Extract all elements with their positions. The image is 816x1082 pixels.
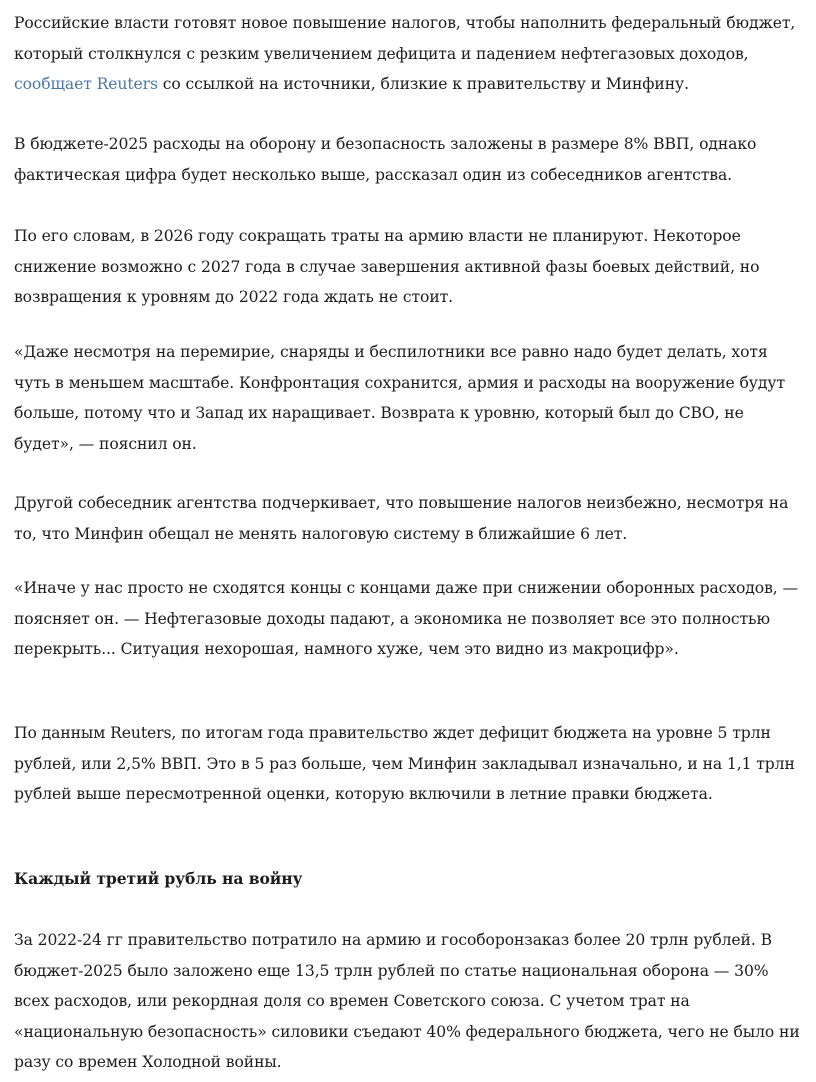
paragraph-intro-text-1: Российские власти готовят новое повышение налогов, чтобы наполнить федеральный бюджет, который столкнулся с резким увеличением дефицита и падением нефтегазовых доходов, bbox=[14, 14, 796, 63]
paragraph-military-spending-history: За 2022-24 гг правительство потратило на армию и гособоронзаказ более 20 трлн рублей. В бюджет-2025 было заложено еще 13,5 трлн рублей по статье национальная оборона — 30% всех расходов, или рекордная доля со времен Советского союза. С учетом трат на «национальную безопасность» силовики съедают 40% федерального бюджета, чего не было ни разу со времен Холодной войны. bbox=[14, 931, 800, 1071]
paragraph-deficit-forecast: По данным Reuters, по итогам года правительство ждет дефицит бюджета на уровне 5 трлн рублей, или 2,5% ВВП. Это в 5 раз больше, чем Минфин закладывал изначально, и на 1,1 трлн рублей выше пересмотренной оценки, которую включили в летние правки бюджета. bbox=[14, 724, 795, 803]
reuters-source-link[interactable]: сообщает Reuters bbox=[14, 75, 158, 93]
section-heading: Каждый третий рубль на войну bbox=[14, 869, 303, 888]
paragraph-intro-text-2: со ссылкой на источники, близкие к правительству и Минфину. bbox=[157, 75, 689, 93]
quote-budget-gap: «Иначе у нас просто не сходятся концы с концами даже при снижении оборонных расходов, — поясняет он. — Нефтегазовые доходы падают, а экономика не позволяет все это полностью перекрыть... Ситуация нехорошая, намного хуже, чем это видно из макроцифр». bbox=[14, 579, 798, 658]
paragraph-tax-increase: Другой собеседник агентства подчеркивает, что повышение налогов неизбежно, несмотря на то, что Минфин обещал не менять налоговую систему в ближайшие 6 лет. bbox=[14, 494, 789, 543]
paragraph-intro bbox=[14, 8, 804, 100]
quote-ceasefire: «Даже несмотря на перемирие, снаряды и беспилотники все равно надо будет делать, хотя чуть в меньшем масштабе. Конфронтация сохранится, армия и расходы на вооружение будут больше, потому что и Запад их наращивает. Возврата к уровню, который был до СВО, не будет», — пояснил он. bbox=[14, 343, 785, 453]
paragraph-army-spending-plans: По его словам, в 2026 году сокращать траты на армию власти не планируют. Некоторое снижение возможно с 2027 года в случае завершения активной фазы боевых действий, но возвращения к уровням до 2022 года ждать не стоит. bbox=[14, 227, 760, 306]
paragraph-defense-budget: В бюджете-2025 расходы на оборону и безопасность заложены в размере 8% ВВП, однако фактическая цифра будет несколько выше, рассказал один из собеседников агентства. bbox=[14, 135, 757, 184]
